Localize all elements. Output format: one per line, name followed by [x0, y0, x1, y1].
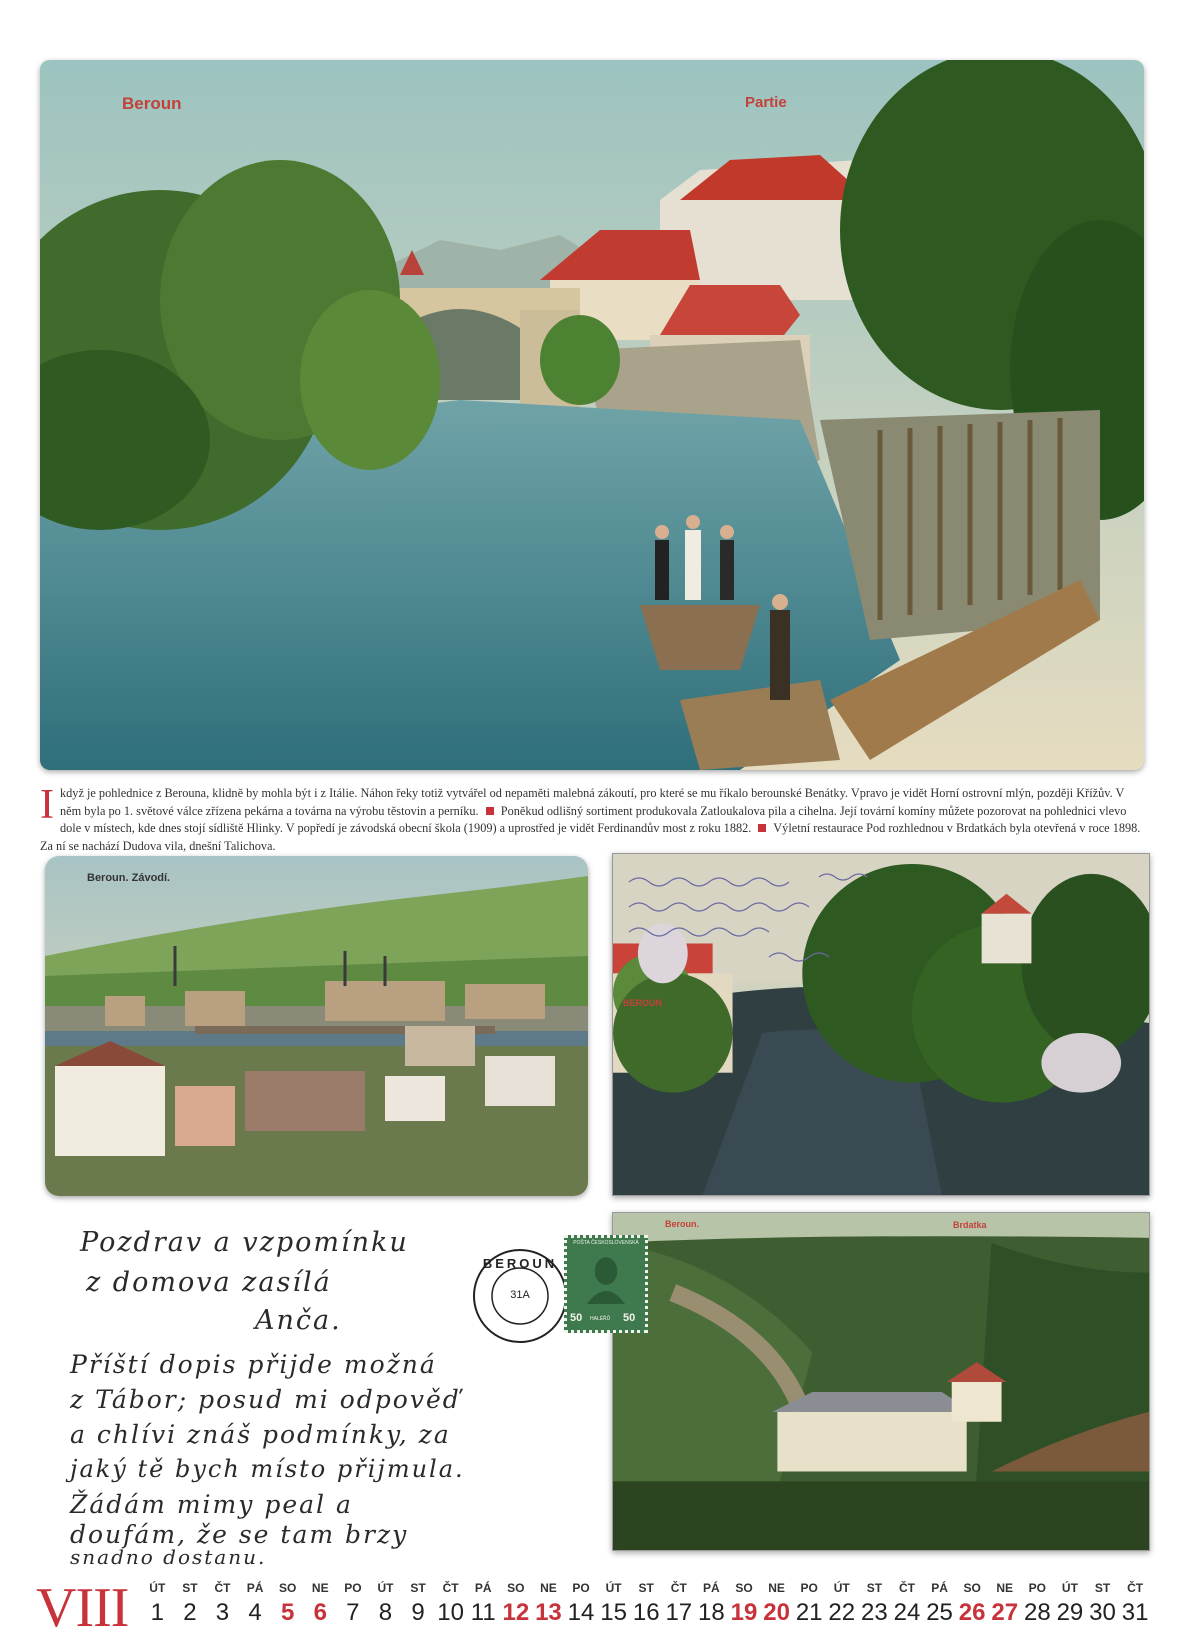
- day-number: 31: [1121, 1599, 1149, 1626]
- handwriting-line: Anča.: [255, 1305, 342, 1336]
- handwriting-line: snadno dostanu.: [70, 1545, 267, 1569]
- day-number: 29: [1056, 1599, 1084, 1626]
- main-postcard-image: [40, 60, 1144, 770]
- caption-paragraph-3: Výletní restaurace Pod rozhlednou v Brdatkách byla otevřená v roce 1898. Za ní se nachází Dudova vila, dnešní Talichova.: [40, 821, 1141, 853]
- day-name: PO: [1028, 1581, 1046, 1595]
- handwriting-line: Pozdrav a vzpomínku: [80, 1227, 409, 1258]
- day-name: NE: [768, 1581, 785, 1595]
- calendar-day: [337, 1580, 370, 1640]
- day-number: 14: [567, 1599, 595, 1626]
- calendar-day: [630, 1580, 663, 1640]
- day-number: 2: [183, 1599, 197, 1626]
- calendar-day: [793, 1580, 826, 1640]
- calendar-day: [1086, 1580, 1119, 1640]
- postcard-town-label: Beroun: [122, 94, 182, 113]
- day-number: 25: [926, 1599, 953, 1626]
- calendar-day: [695, 1580, 728, 1640]
- stamp-unit: HALÉŘŮ: [590, 1316, 611, 1322]
- handwriting-scribble-icon: [619, 862, 959, 972]
- calendar-day: [206, 1580, 239, 1640]
- caption-separator-icon: [758, 824, 766, 832]
- day-number: 24: [893, 1599, 921, 1626]
- calendar-day: [923, 1580, 956, 1640]
- day-name: PÁ: [931, 1581, 948, 1595]
- day-name: SO: [279, 1581, 297, 1595]
- calendar-day: [988, 1580, 1021, 1640]
- stamp-country: POŠTA ČESKOSLOVENSKÁ: [573, 1240, 639, 1246]
- stamp-value-left: 50: [570, 1312, 583, 1324]
- day-name: ST: [410, 1581, 426, 1595]
- stamp-value-right: 50: [623, 1312, 636, 1324]
- month-calendar: [36, 1577, 1156, 1640]
- calendar-day: [1119, 1580, 1152, 1640]
- calendar-day: [956, 1580, 989, 1640]
- calendar-day: [825, 1580, 858, 1640]
- valley-restaurant-illustration: [613, 1213, 1149, 1550]
- caption-text: [40, 782, 1148, 855]
- day-number: 1: [150, 1599, 164, 1626]
- calendar-day: [1021, 1580, 1054, 1640]
- calendar-day: [565, 1580, 598, 1640]
- day-number: 30: [1089, 1599, 1116, 1626]
- day-number: 16: [632, 1599, 660, 1626]
- calendar-day: [402, 1580, 435, 1640]
- day-name: NE: [540, 1581, 557, 1595]
- day-number: 18: [698, 1599, 725, 1626]
- day-number: 21: [795, 1599, 823, 1626]
- day-number: 15: [600, 1599, 627, 1626]
- calendar-day: [434, 1580, 467, 1640]
- day-name: ST: [182, 1581, 198, 1595]
- day-name: ČT: [1127, 1581, 1144, 1595]
- day-number: 4: [248, 1599, 262, 1626]
- day-name: SO: [963, 1581, 981, 1595]
- caption-separator-icon: [486, 807, 494, 815]
- day-number: 13: [535, 1599, 562, 1626]
- postmark-icon: [470, 1246, 570, 1346]
- day-name: PÁ: [246, 1581, 264, 1595]
- calendar-day: [500, 1580, 533, 1640]
- calendar-day: [271, 1580, 304, 1640]
- calendar-day: [239, 1580, 272, 1640]
- calendar-day: [1054, 1580, 1087, 1640]
- day-name: PO: [572, 1581, 590, 1595]
- handwriting-line: Příští dopis přijde možná: [70, 1350, 437, 1379]
- postmark-town: BEROUN: [482, 1256, 558, 1271]
- postage-stamp: [564, 1235, 648, 1333]
- calendar-day: [304, 1580, 337, 1640]
- day-number: 26: [958, 1599, 986, 1626]
- river-bridge-illustration: [40, 60, 1144, 770]
- day-name: ST: [866, 1581, 883, 1595]
- calendar-day: [597, 1580, 630, 1640]
- day-number: 11: [470, 1599, 496, 1626]
- day-number: 27: [991, 1599, 1019, 1626]
- day-number: 23: [861, 1599, 888, 1626]
- day-number: 17: [665, 1599, 693, 1626]
- portrait-icon: [580, 1252, 632, 1304]
- day-number: 12: [502, 1599, 530, 1626]
- day-name: ÚT: [377, 1581, 394, 1595]
- day-name: ČT: [442, 1581, 459, 1595]
- day-name: PÁ: [474, 1581, 492, 1595]
- calendar-day: [891, 1580, 924, 1640]
- day-number: 22: [828, 1599, 856, 1626]
- day-number: 5: [280, 1599, 295, 1626]
- handwriting-line: z Tábor; posud mi odpověď: [70, 1385, 461, 1414]
- calendar-day: [728, 1580, 761, 1640]
- calendar-day: [532, 1580, 565, 1640]
- day-number: 20: [763, 1599, 790, 1626]
- day-name: ST: [1094, 1581, 1111, 1595]
- day-number: 10: [437, 1599, 464, 1626]
- day-name: ÚT: [1061, 1581, 1078, 1595]
- caption-paragraph-2: Poněkud odlišný sortiment produkovala Zatloukalova pila a cihelna. Její tovární komíny můžete pozorovat na pohlednici vlevo dole v místech, kde dnes stojí sídliště Hlinky. V popředí je závodská obecní škola (1909) a uprostřed je vidět Ferdinandův most z roku 1882.: [60, 803, 1127, 835]
- handwriting-line: z domova zasílá: [86, 1267, 332, 1298]
- calendar-day: [858, 1580, 891, 1640]
- postmark-date: 31A: [510, 1289, 530, 1301]
- postcard-river-label: BEROUN: [623, 998, 663, 1008]
- calendar-day: [369, 1580, 402, 1640]
- day-number: 6: [313, 1599, 327, 1626]
- day-number: 28: [1023, 1599, 1051, 1626]
- caption-paragraph-1: když je pohlednice z Berouna, klidně by mohla být i z Itálie. Náhon řeky totiž vytvářel od nepaměti malebná zákoutí, pro které se mu říkalo berounské Benátky. Vpravo je vidět Horní ostrovní mlýn, později Křížův. V něm byla po 1. světové válce zřízena pekárna a továrna na výrobu těstovin a perníku.: [60, 786, 1125, 818]
- day-number: 8: [378, 1599, 393, 1626]
- day-name: ČT: [670, 1581, 687, 1595]
- caption-drop-cap: I: [40, 782, 54, 828]
- month-numeral: VIII: [36, 1577, 129, 1639]
- day-name: ST: [638, 1581, 654, 1595]
- calendar-day: [663, 1580, 696, 1640]
- day-number: 9: [411, 1599, 425, 1626]
- handwritten-note-on-postcard: [619, 862, 959, 972]
- zavodi-postcard-image: [45, 856, 588, 1196]
- handwriting-line: Žádám mimy peal a: [70, 1490, 353, 1519]
- day-name: SO: [735, 1581, 753, 1595]
- day-name: ČT: [214, 1581, 231, 1595]
- day-name: PO: [344, 1581, 362, 1595]
- calendar-day: [141, 1580, 174, 1640]
- day-name: NE: [311, 1581, 329, 1595]
- day-name: ÚT: [149, 1581, 166, 1595]
- brdatka-postcard-image: [612, 1212, 1150, 1551]
- calendar-days-row: [141, 1580, 1153, 1640]
- day-name: ÚT: [833, 1581, 850, 1595]
- handwriting-line: jaký tě bych místo přijmula.: [70, 1455, 465, 1483]
- day-name: ÚT: [605, 1581, 622, 1595]
- day-name: ČT: [898, 1581, 915, 1595]
- handwriting-line: doufám, že se tam brzy: [70, 1520, 409, 1549]
- calendar-day: [467, 1580, 500, 1640]
- town-panorama-illustration: [45, 856, 588, 1196]
- postcard-brdatka-title-label: Brdatka: [953, 1220, 987, 1230]
- postcard-title-label: Partie: [745, 94, 787, 111]
- postcard-zavodi-label: Beroun. Závodí.: [87, 872, 171, 884]
- handwriting-line: a chlívi znáš podmínky, za: [70, 1420, 451, 1449]
- postcard-brdatka-town-label: Beroun.: [665, 1219, 700, 1229]
- day-name: PO: [800, 1581, 818, 1595]
- day-number: 7: [346, 1599, 360, 1626]
- calendar-day: [174, 1580, 207, 1640]
- day-name: SO: [507, 1581, 525, 1595]
- day-number: 19: [730, 1599, 758, 1626]
- river-postcard-image: [612, 853, 1150, 1196]
- day-number: 3: [215, 1599, 230, 1626]
- calendar-day: [760, 1580, 793, 1640]
- day-name: NE: [996, 1581, 1014, 1595]
- day-name: PÁ: [703, 1581, 720, 1595]
